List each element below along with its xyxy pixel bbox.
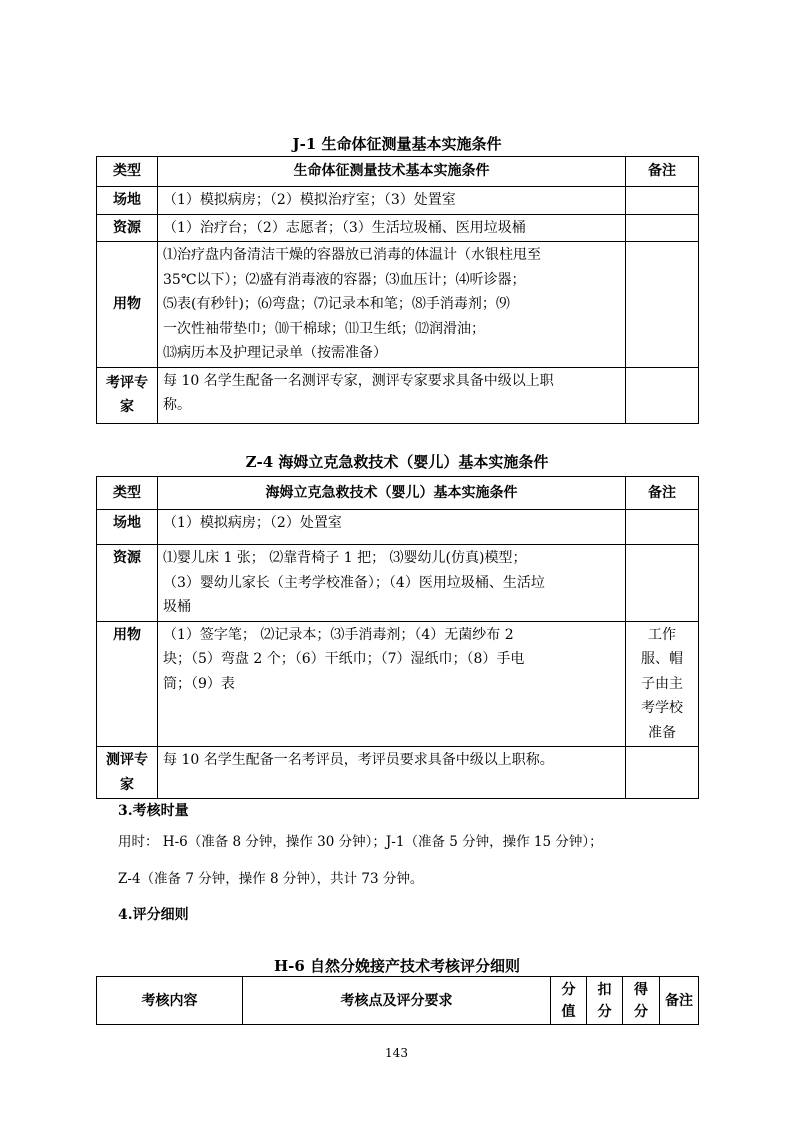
table1-title: J-1 生命体征测量基本实施条件: [292, 135, 502, 153]
table3-header-requirements: 考核点及评分要求: [243, 977, 551, 1025]
row-content: 每 10 名学生配备一名测评专家，测评专家要求具备中级以上职 称。: [158, 367, 626, 423]
row-note: 工作服、帽子由主考学校准备: [626, 621, 699, 747]
table-row: [97, 242, 699, 368]
row-content: 每 10 名学生配备一名考评员，考评员要求具备中级以上职称。: [158, 747, 626, 799]
table3-header-score: 分值: [551, 977, 587, 1025]
row-label: 资源: [97, 545, 158, 622]
table-row: [97, 367, 699, 423]
section3-heading: 3.考核时量: [118, 803, 189, 819]
row-note: [626, 242, 699, 368]
row-label: 测评专家: [97, 747, 158, 799]
row-label: 用物: [97, 242, 158, 368]
table3-header-row: [97, 977, 699, 1025]
table3-header-got: 得分: [623, 977, 660, 1025]
table2-header-type: 类型: [97, 477, 158, 510]
row-content: ⑴治疗盘内备清洁干燥的容器放已消毒的体温计（水银柱甩至 35℃以下）；⑵盛有消毒液的容器；⑶血压计；⑷听诊器； ⑸表(有秒针)；⑹弯盘；⑺记录本和笔；⑻手消毒剂；⑼ 一次性袖带垫巾；⑽干棉球；⑾卫生纸；⑿润滑油； ⒀病历本及护理记录单（按需准备）: [158, 242, 626, 368]
row-note: [626, 367, 699, 423]
row-note: [626, 545, 699, 622]
table-row: [97, 510, 699, 545]
row-content: ⑴婴儿床 1 张； ⑵靠背椅子 1 把； ⑶婴幼儿(仿真)模型； （3）婴幼儿家长（主考学校准备）；（4）医用垃圾桶、生活垃 圾桶: [158, 545, 626, 622]
table2: [96, 476, 699, 799]
table1-header-note: 备注: [626, 157, 699, 187]
row-content: （1）签字笔； ⑵记录本；⑶手消毒剂；（4）无菌纱布 2 块；（5）弯盘 2 个；（6）干纸巾；（7）湿纸巾；（8）手电 筒；（9）表: [158, 621, 626, 747]
table1: [96, 156, 699, 424]
table1-header-type: 类型: [97, 157, 158, 187]
row-content: （1）模拟病房；（2）模拟治疗室；（3）处置室: [158, 187, 626, 215]
table3-header-content: 考核内容: [97, 977, 243, 1025]
row-note: [626, 214, 699, 242]
page-number: 143: [385, 1046, 408, 1060]
section4-heading: 4.评分细则: [118, 907, 189, 923]
row-label: 场地: [97, 510, 158, 545]
table3-header-note: 备注: [660, 977, 699, 1025]
table3: [96, 976, 699, 1025]
table-row: [97, 187, 699, 215]
table-row: [97, 545, 699, 622]
table2-header-note: 备注: [626, 477, 699, 510]
row-note: [626, 510, 699, 545]
table2-header-conditions: 海姆立克急救技术（婴儿）基本实施条件: [158, 477, 626, 510]
table2-header-row: [97, 477, 699, 510]
table3-title: H-6 自然分娩接产技术考核评分细则: [273, 957, 521, 975]
row-content: （1）模拟病房；（2）处置室: [158, 510, 626, 545]
table1-header-conditions: 生命体征测量技术基本实施条件: [158, 157, 626, 187]
table-row: [97, 214, 699, 242]
section3-line2: Z-4（准备 7 分钟，操作 8 分钟），共计 73 分钟。: [118, 871, 424, 887]
table-row: [97, 747, 699, 799]
row-label: 考评专家: [97, 367, 158, 423]
table2-title: Z-4 海姆立克急救技术（婴儿）基本实施条件: [245, 453, 549, 471]
row-note: [626, 747, 699, 799]
row-content: （1）治疗台；（2）志愿者；（3）生活垃圾桶、医用垃圾桶: [158, 214, 626, 242]
row-label: 资源: [97, 214, 158, 242]
row-label: 用物: [97, 621, 158, 747]
table-row: [97, 621, 699, 747]
table3-header-deduct: 扣分: [587, 977, 623, 1025]
row-label: 场地: [97, 187, 158, 215]
table1-header-row: [97, 157, 699, 187]
section3-line1: 用时： H-6（准备 8 分钟，操作 30 分钟）；J-1（准备 5 分钟，操作 15 分钟）；: [118, 834, 603, 850]
row-note: [626, 187, 699, 215]
